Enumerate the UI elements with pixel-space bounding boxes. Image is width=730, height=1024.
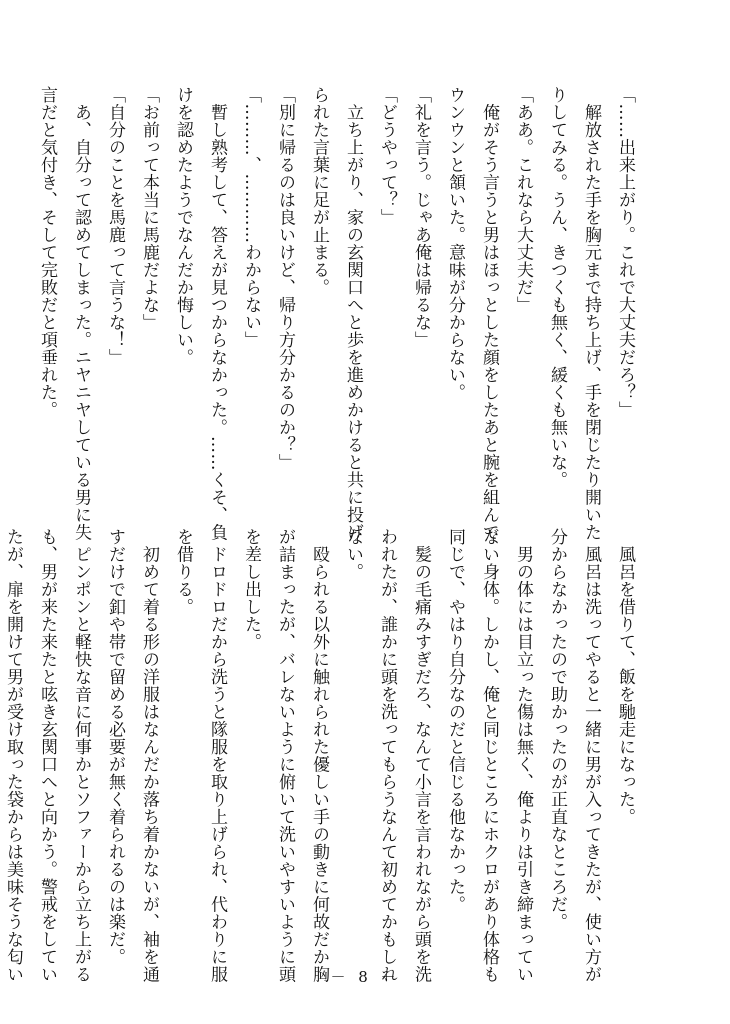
text-line: 「……出来上がり。これで大丈夫だろ？」 xyxy=(615,86,635,419)
text-line: ウンウンと頷いた。意味が分からない。 xyxy=(445,86,465,401)
text-line: 「自分のことを馬鹿って言うな！」 xyxy=(105,86,125,366)
text-line: が詰まったが、バレないように俯いて洗いやすいように頭 xyxy=(275,528,295,983)
text-line: 男の体には目立った傷は無く、俺よりは引き締まってい xyxy=(513,528,533,983)
text-line: 風呂は洗ってやると一緒に男が入ってきたが、使い方が xyxy=(581,528,601,983)
text-line: 解放された手を胸元まで持ち上げ、手を閉じたり開いた xyxy=(581,86,601,541)
text-line: 言だと気付き、そして完敗だと項垂れた。 xyxy=(37,86,57,419)
text-line: 殴られる以外に触れられた優しい手の動きに何故だか胸 xyxy=(309,528,329,983)
text-line: 俺がそう言うと男はほっとした顔をしたあと腕を組んで xyxy=(479,86,499,541)
text-line: たが、扉を開けて男が受け取った袋からは美味そうな匂い xyxy=(3,528,23,983)
page-number: － 8 － xyxy=(330,968,400,986)
text-line: 初めて着る形の洋服はなんだか落ち着かないが、袖を通 xyxy=(139,528,159,983)
text-line: られた言葉に足が止まる。 xyxy=(309,86,329,296)
text-line: ない。 xyxy=(343,528,363,581)
text-line: われたが、誰かに頭を洗ってもらうなんて初めてかもしれ xyxy=(377,528,397,983)
text-line: ドロドロだから洗うと隊服を取り上げられ、代わりに服 xyxy=(207,528,227,983)
text-line: すだけで釦や帯で留める必要が無く着られるのは楽だ。 xyxy=(105,528,125,966)
text-line: けを認めたようでなんだか悔しい。 xyxy=(173,86,193,366)
text-line: 立ち上がり、家の玄関口へと歩を進めかけると共に投げ xyxy=(343,86,363,541)
text-line: を差し出した。 xyxy=(241,528,261,651)
lower-text-block xyxy=(3,528,642,983)
text-line: 「どうやって？」 xyxy=(377,86,397,226)
text-line: 「別に帰るのは良いけど、帰り方分かるのか？」 xyxy=(275,86,295,471)
text-line: 髪の毛痛みすぎだろ、なんて小言を言われながら頭を洗 xyxy=(411,528,431,983)
text-line: 「礼を言う。じゃあ俺は帰るな」 xyxy=(411,86,431,349)
text-line: ピンポンと軽快な音に何事かとソファーから立ち上がる xyxy=(71,528,91,983)
text-line: りしてみる。うん、きつくも無く、緩くも無いな。 xyxy=(547,86,567,489)
text-line: 分からなかったので助かったのが正直なところだ。 xyxy=(547,528,567,931)
text-line: を借りる。 xyxy=(173,528,193,616)
upper-text-block xyxy=(37,86,642,541)
text-line: 「ああ。これなら大丈夫だ」 xyxy=(513,86,533,314)
text-line: 暫し熟考して、答えが見つからなかった。……くそ、負 xyxy=(207,86,227,541)
text-line: ない身体。しかし、俺と同じところにホクロがあり体格も xyxy=(479,528,499,983)
text-line: あ、自分って認めてしまった。ニヤニヤしている男に失 xyxy=(71,86,91,541)
text-line: 「………、…………わからない」 xyxy=(241,86,261,349)
text-line: 同じで、やはり自分なのだと信じる他なかった。 xyxy=(445,528,465,913)
text-line: 風呂を借りて、飯を馳走になった。 xyxy=(615,528,635,826)
text-line: も、男が来た来たと呟き玄関口へと向かう。警戒をしてい xyxy=(37,528,57,983)
text-line: 「お前って本当に馬鹿だよな」 xyxy=(139,86,159,331)
